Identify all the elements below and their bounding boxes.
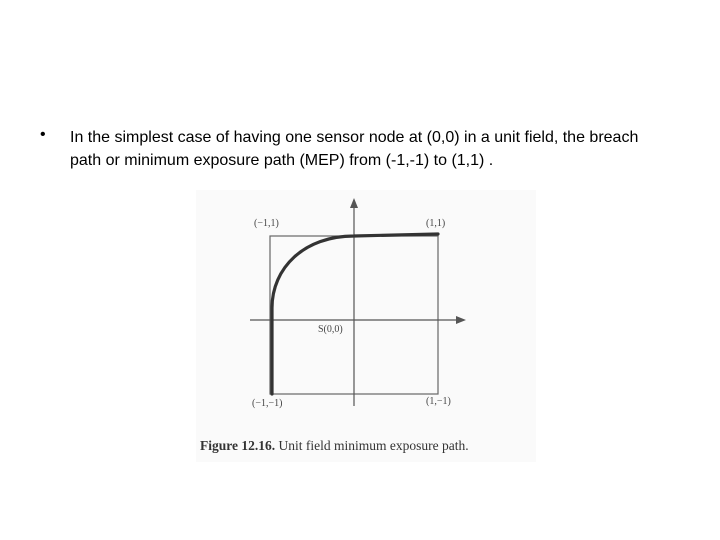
figure-unit-field bbox=[196, 190, 536, 462]
caption-number: Figure 12.16. bbox=[200, 438, 276, 453]
label-bottom-right: (1,−1) bbox=[426, 396, 451, 407]
label-top-left: (−1,1) bbox=[254, 218, 279, 229]
caption-text: Unit field minimum exposure path. bbox=[278, 438, 469, 453]
bullet-marker: • bbox=[40, 126, 46, 143]
figure-diagram bbox=[196, 190, 536, 462]
mep-path bbox=[272, 234, 438, 394]
x-axis-arrow bbox=[456, 316, 466, 324]
figure-caption bbox=[200, 438, 469, 454]
y-axis-arrow bbox=[350, 198, 358, 208]
label-top-right: (1,1) bbox=[426, 218, 446, 229]
bullet-text: In the simplest case of having one sensor node at (0,0) in a unit field, the breach path or minimum exposure path (MEP) from (-1,-1) to (1,1) . bbox=[70, 129, 639, 169]
label-origin: S(0,0) bbox=[318, 324, 343, 335]
label-bottom-left: (−1,−1) bbox=[252, 398, 283, 409]
